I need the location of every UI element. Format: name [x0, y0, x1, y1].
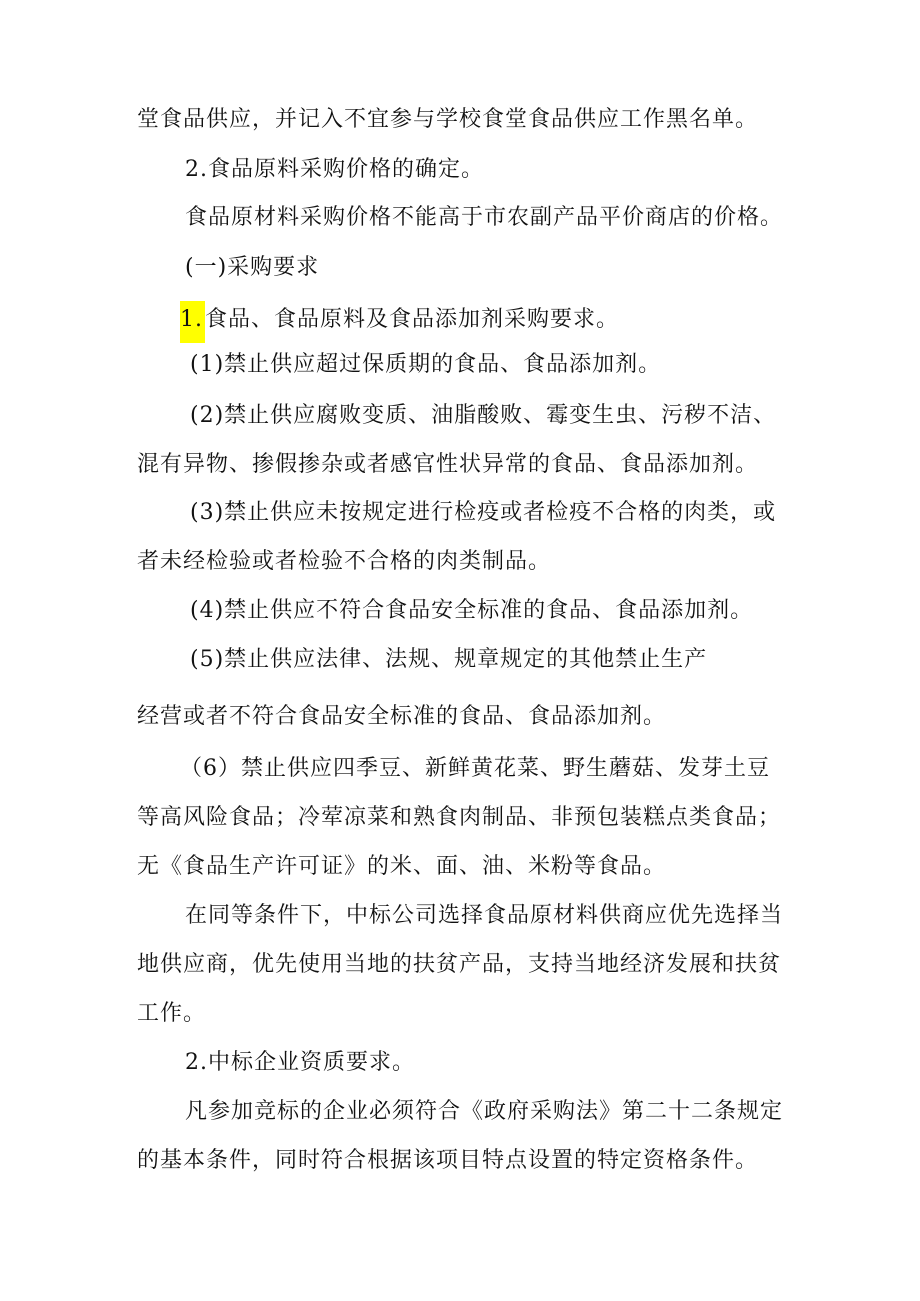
paragraph-line: 经营或者不符合食品安全标准的食品、食品添加剂。	[137, 704, 667, 729]
paragraph-line: 堂食品供应，并记入不宜参与学校食堂食品供应工作黑名单。	[137, 107, 759, 132]
paragraph-line: 等高风险食品；冷荤凉菜和熟食肉制品、非预包装糕点类食品；	[137, 805, 782, 830]
section-heading: (一)采购要求	[185, 255, 320, 280]
list-item: （6）禁止供应四季豆、新鲜黄花菜、野生蘑菇、发芽土豆	[180, 756, 770, 781]
list-item: (2)禁止供应腐败变质、油脂酸败、霉变生虫、污秽不洁、	[190, 403, 777, 428]
paragraph-line: 凡参加竞标的企业必须符合《政府采购法》第二十二条规定	[185, 1099, 784, 1124]
paragraph-line: 者未经检验或者检验不合格的肉类制品。	[137, 549, 552, 574]
paragraph-line: 食品原材料采购价格不能高于市农副产品平价商店的价格。	[185, 205, 784, 230]
highlighted-number: 1.	[180, 301, 205, 343]
heading-text: 食品、食品原料及食品添加剂采购要求。	[205, 307, 620, 332]
paragraph-line: 工作。	[137, 1001, 207, 1026]
paragraph-line: 的基本条件，同时符合根据该项目特点设置的特定资格条件。	[137, 1148, 759, 1173]
section-heading: 2.中标企业资质要求。	[185, 1050, 415, 1075]
section-heading	[180, 301, 619, 343]
list-item: (4)禁止供应不符合食品安全标准的食品、食品添加剂。	[190, 598, 754, 623]
list-item: (5)禁止供应法律、法规、规章规定的其他禁止生产	[190, 647, 708, 672]
list-item: (3)禁止供应未按规定进行检疫或者检疫不合格的肉类，或	[190, 500, 777, 525]
paragraph-line: 在同等条件下，中标公司选择食品原材料供商应优先选择当	[185, 903, 784, 928]
paragraph-line: 混有异物、掺假掺杂或者感官性状异常的食品、食品添加剂。	[137, 452, 759, 477]
list-item: (1)禁止供应超过保质期的食品、食品添加剂。	[190, 352, 662, 377]
paragraph-line: 地供应商，优先使用当地的扶贫产品，支持当地经济发展和扶贫	[137, 952, 782, 977]
paragraph-line: 无《食品生产许可证》的米、面、油、米粉等食品。	[137, 854, 667, 879]
section-heading: 2.食品原料采购价格的确定。	[185, 157, 484, 182]
